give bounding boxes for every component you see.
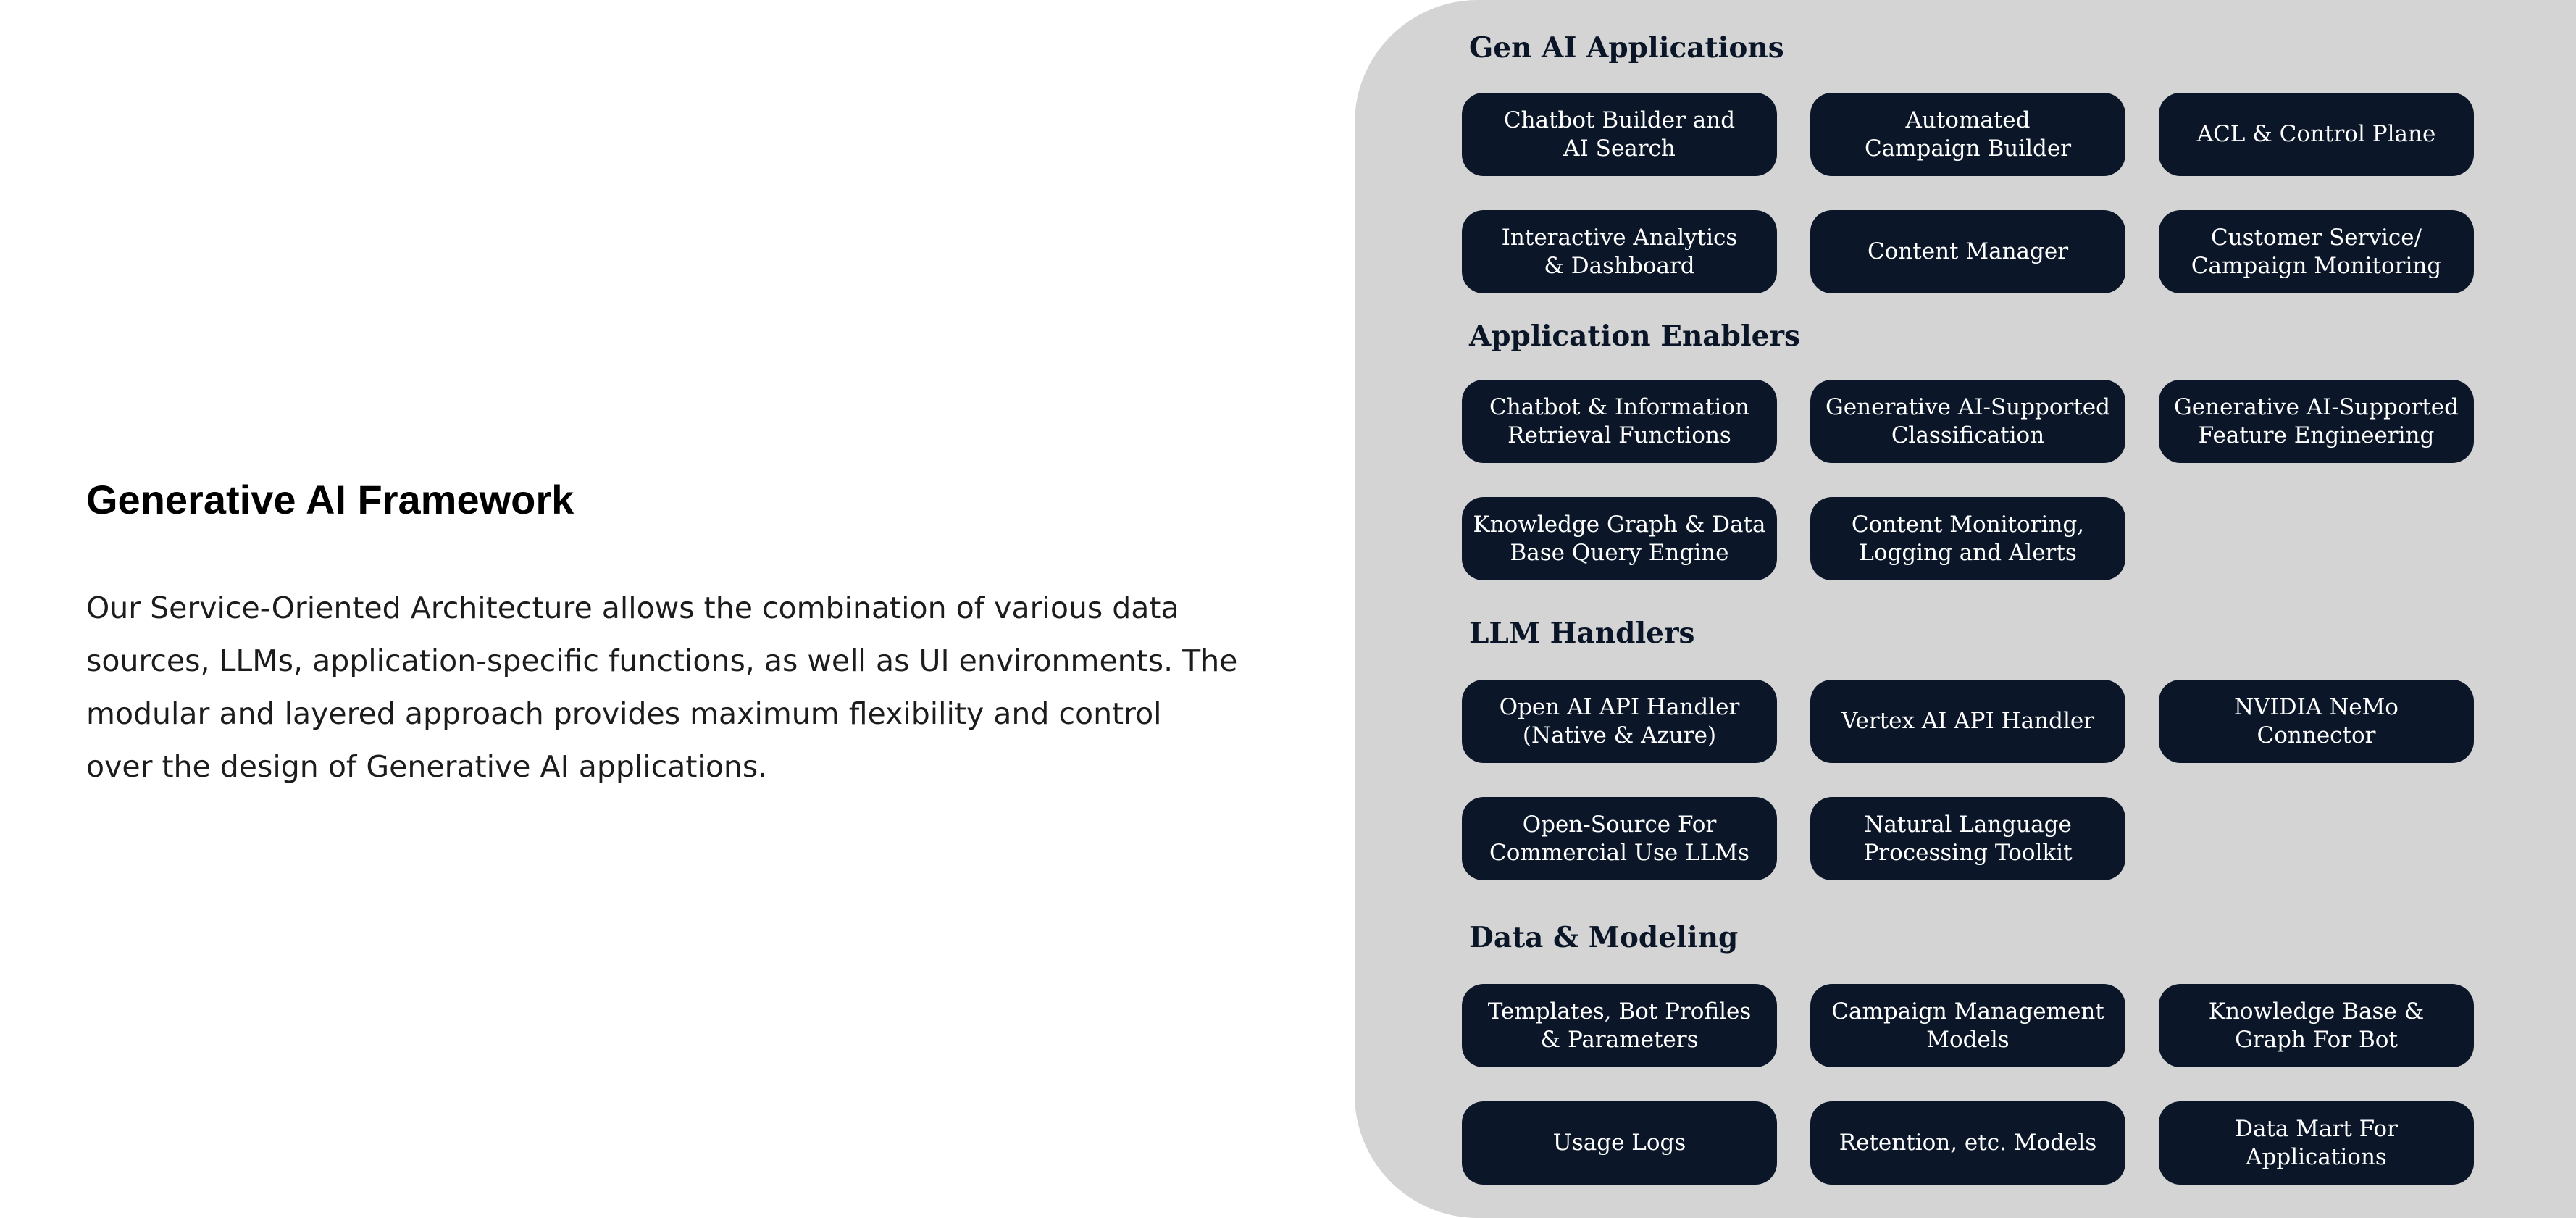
box-automated-campaign-builder: Automated Campaign Builder [1810, 93, 2125, 176]
section-title-gen-ai-applications: Gen AI Applications [1469, 31, 1784, 64]
box-open-source-llms: Open-Source For Commercial Use LLMs [1462, 797, 1777, 880]
box-content-monitoring-logging: Content Monitoring, Logging and Alerts [1810, 497, 2125, 580]
section-title-llm-handlers: LLM Handlers [1469, 617, 1695, 650]
page-title: Generative AI Framework [86, 477, 574, 522]
intro-description [86, 582, 1260, 793]
box-interactive-analytics: Interactive Analytics & Dashboard [1462, 210, 1777, 293]
box-vertex-ai-api-handler: Vertex AI API Handler [1810, 680, 2125, 763]
intro-line: sources, LLMs, application-specific functions, as well as UI environments. The [86, 643, 1238, 678]
intro-line: Our Service-Oriented Architecture allows the combination of various data [86, 591, 1179, 625]
intro [86, 471, 1260, 793]
box-campaign-management-models: Campaign Management Models [1810, 984, 2125, 1067]
box-retention-models: Retention, etc. Models [1810, 1101, 2125, 1185]
box-genai-feature-engineering: Generative AI-Supported Feature Engineering [2159, 380, 2474, 463]
box-data-mart: Data Mart For Applications [2159, 1101, 2474, 1185]
box-templates-bot-profiles: Templates, Bot Profiles & Parameters [1462, 984, 1777, 1067]
box-knowledge-base-graph: Knowledge Base & Graph For Bot [2159, 984, 2474, 1067]
box-customer-service-monitoring: Customer Service/ Campaign Monitoring [2159, 210, 2474, 293]
box-knowledge-graph-query-engine: Knowledge Graph & Data Base Query Engine [1462, 497, 1777, 580]
intro-line: over the design of Generative AI applications. [86, 749, 768, 784]
box-genai-classification: Generative AI-Supported Classification [1810, 380, 2125, 463]
section-title-application-enablers: Application Enablers [1469, 320, 1800, 353]
intro-line: modular and layered approach provides maximum flexibility and control [86, 696, 1162, 731]
box-chatbot-builder: Chatbot Builder and AI Search [1462, 93, 1777, 176]
box-chatbot-information-retrieval: Chatbot & Information Retrieval Functions [1462, 380, 1777, 463]
box-content-manager: Content Manager [1810, 210, 2125, 293]
box-nvidia-nemo-connector: NVIDIA NeMo Connector [2159, 680, 2474, 763]
box-usage-logs: Usage Logs [1462, 1101, 1777, 1185]
section-title-data-modeling: Data & Modeling [1469, 921, 1739, 954]
box-openai-api-handler: Open AI API Handler (Native & Azure) [1462, 680, 1777, 763]
box-nlp-toolkit: Natural Language Processing Toolkit [1810, 797, 2125, 880]
box-acl-control-plane: ACL & Control Plane [2159, 93, 2474, 176]
